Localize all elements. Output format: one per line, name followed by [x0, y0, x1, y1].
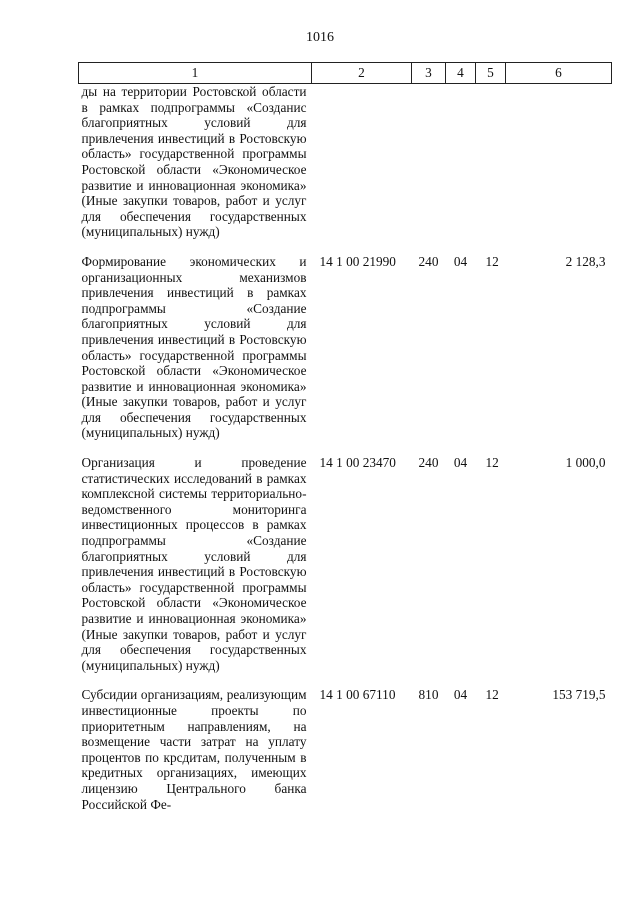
row-sum: [506, 84, 612, 240]
row-code: 14 1 00 23470: [319, 455, 396, 471]
row-section: 04: [453, 253, 468, 269]
row-section: [446, 84, 476, 240]
row-expense-type: [412, 84, 446, 240]
row-name: ды на территории Ростовской области в рамках подпрограммы «Созданис благоприятных условий для привлечения инвестиций в Ростовскую область» государственной программы Ростовской области «Экономическое развитие и инновационная экономика» (Иные закупки товаров, работ и услуг для обеспечения государственных (муниципальных) нужд): [81, 84, 307, 240]
row-sum: 2 128,3: [565, 253, 606, 269]
row-code: 14 1 00 67110: [319, 687, 396, 703]
row-name: Субсидии организациям, реализующим инвестиционные проекты по приоритетным направлениям, на возмещение части затрат на уплату процентов по крсдитам, полученным в кредитных организациях, имеющих лицензию Центрального банка Российской Фе-: [81, 687, 307, 812]
row-expense-type: 240: [418, 455, 439, 471]
row-name: Организация и проведение статистических исследований в рамках комплексной системы территориально-ведомственного мониторинга инвестиционных процессов в рамках подпрограммы «Создание благоприятных условий для привлечения инвестиций в Ростовскую область» государственной программы Ростовской области «Экономическое развитие и инновационная экономика» (Иные закупки товаров, работ и услуг для обеспечения государственных (муниципальных) нужд): [81, 455, 307, 673]
column-header: 1: [79, 63, 312, 84]
row-subsection: 12: [485, 253, 499, 269]
row-subsection: 12: [485, 687, 499, 703]
table-row: [79, 84, 612, 240]
row-subsection: [476, 84, 506, 240]
table-row: [79, 673, 612, 812]
row-sum: 153 719,5: [552, 687, 606, 703]
column-header: 2: [312, 63, 412, 84]
row-code: 14 1 00 21990: [319, 253, 396, 269]
row-expense-type: 240: [418, 253, 439, 269]
row-section: 04: [453, 455, 468, 471]
row-subsection: 12: [485, 455, 499, 471]
column-header: 6: [506, 63, 612, 84]
row-code: [312, 84, 412, 240]
column-header: 4: [446, 63, 476, 84]
page-number: 1016: [306, 30, 334, 45]
row-expense-type: 810: [418, 687, 439, 703]
budget-table: [78, 62, 612, 812]
table-header-row: [79, 63, 612, 84]
column-header: 5: [476, 63, 506, 84]
table-row: [79, 441, 612, 673]
row-name: Формирование экономических и организационных механизмов привлечения инвестиций в рамках подпрограммы «Создание благоприятных условий для привлечения инвестиций в Ростовскую область» государственной программы Ростовской области «Экономическое развитие и инновационная экономика» (Иные закупки товаров, работ и услуг для обеспечения государственных (муниципальных) нужд): [81, 253, 307, 441]
row-section: 04: [453, 687, 468, 703]
table-row: [79, 240, 612, 441]
column-header: 3: [412, 63, 446, 84]
row-sum: 1 000,0: [565, 455, 606, 471]
